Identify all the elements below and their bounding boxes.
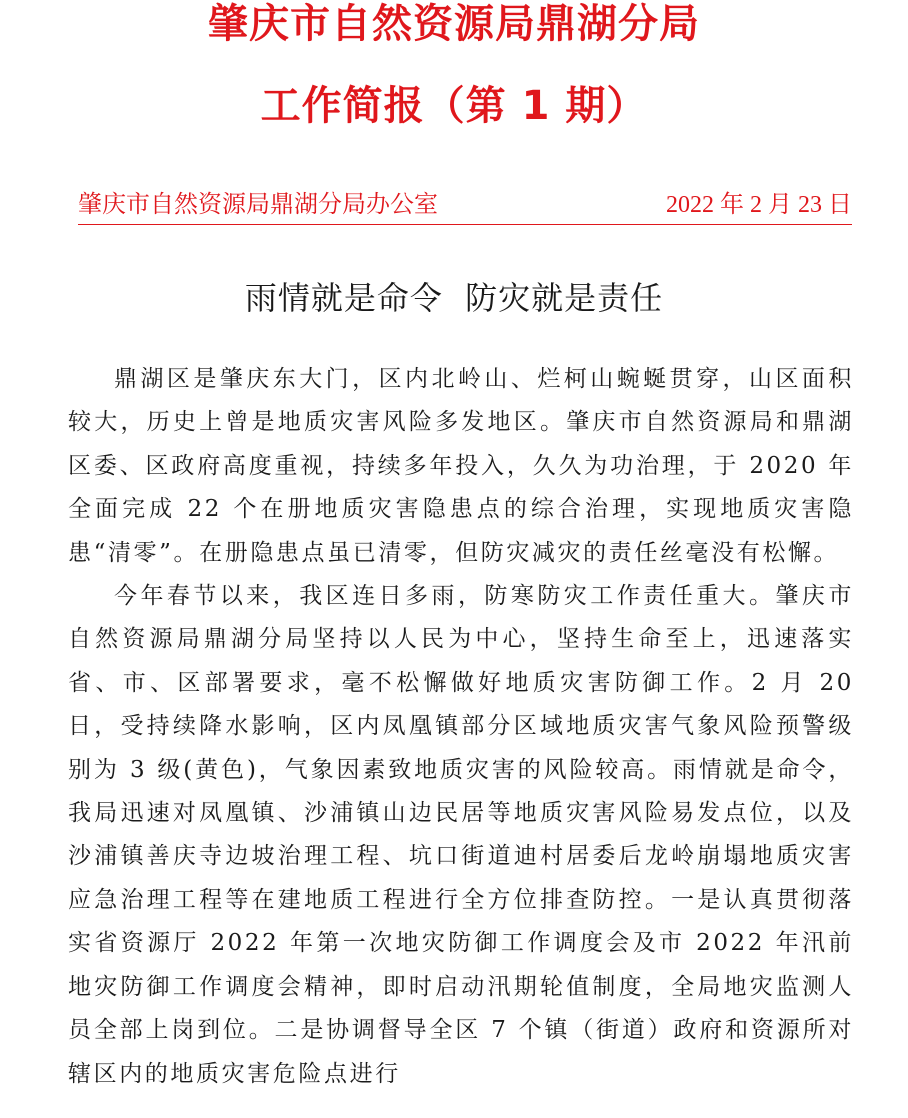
issuer-line — [78, 190, 852, 225]
issue-title: 工作简报（第 1 期） — [260, 83, 648, 129]
article-paragraph: 鼎湖区是肇庆东大门，区内北岭山、烂柯山蜿蜒贯穿，山区面积较大，历史上曾是地质灾害风险多发地区。肇庆市自然资源局和鼎湖区委、区政府高度重视，持续多年投入，久久为功治理，于 2020 年全面完成 22 个在册地质灾害隐患点的综合治理，实现地质灾害隐患“清零”。在册隐患点虽已清零，但防灾减灾的责任丝毫没有松懈。 — [68, 366, 854, 566]
issue-date: 2022 年 2 月 23 日 — [666, 192, 852, 218]
org-title: 肇庆市自然资源局鼎湖分局 — [208, 1, 700, 47]
article-paragraph: 今年春节以来，我区连日多雨，防寒防灾工作责任重大。肇庆市自然资源局鼎湖分局坚持以人民为中心，坚持生命至上，迅速落实省、市、区部署要求，毫不松懈做好地质灾害防御工作。2 月 20 日，受持续降水影响，区内凤凰镇部分区域地质灾害气象风险预警级别为 3 级(黄色)，气象因素致地质灾害的风险较高。雨情就是命令，我局迅速对凤凰镇、沙浦镇山边民居等地质灾害风险易发点位，以及沙浦镇善庆寺边坡治理工程、坑口街道迪村居委后龙岭崩塌地质灾害应急治理工程等在建地质工程进行全方位排查防控。一是认真贯彻落实省资源厅 2022 年第一次地灾防御工作调度会及市 2022 年汛前地灾防御工作调度会精神，即时启动汛期轮值制度，全局地灾监测人员全部上岗到位。二是协调督导全区 7 个镇（街道）政府和资源所对辖区内的地质灾害危险点进行 — [68, 583, 854, 1087]
article-title: 雨情就是命令 防灾就是责任 — [244, 279, 664, 317]
article-body — [68, 358, 854, 1096]
issuer-office: 肇庆市自然资源局鼎湖分局办公室 — [78, 192, 438, 218]
